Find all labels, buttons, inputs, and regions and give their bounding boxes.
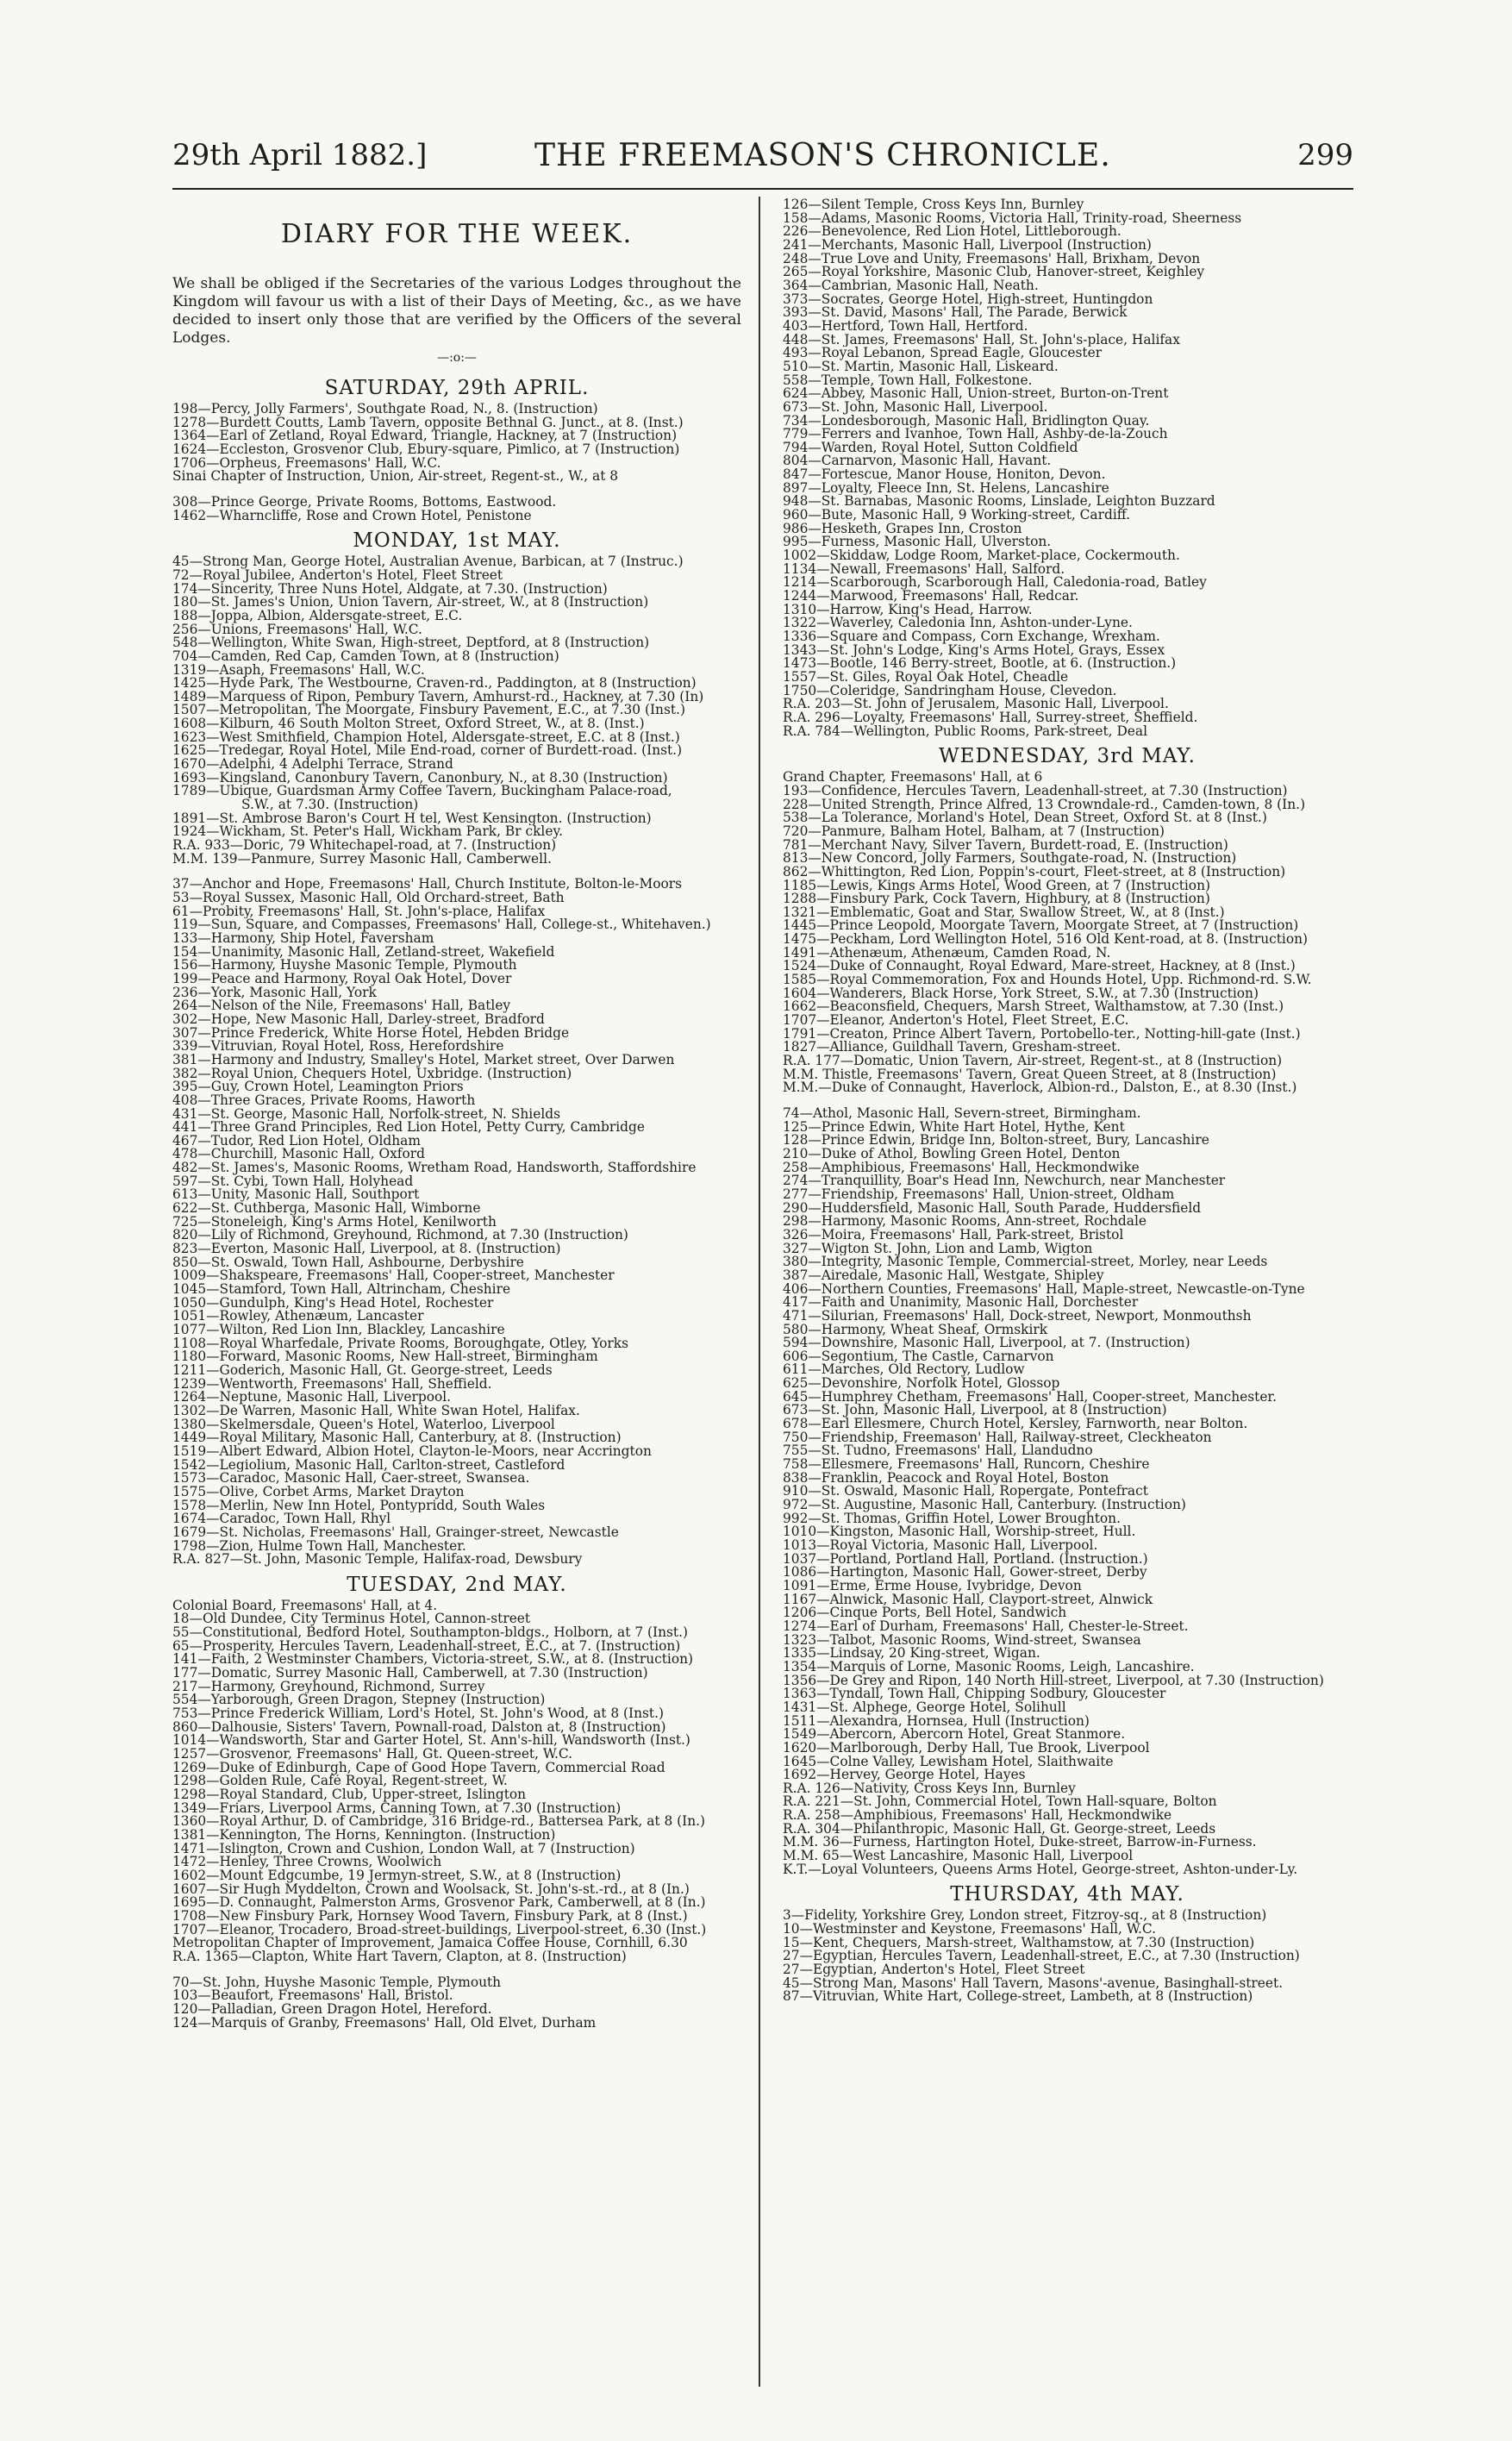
listing-line: 1798—Zion, Hulme Town Hall, Manchester. bbox=[172, 1539, 466, 1554]
listing-line: 70—St. John, Huyshe Masonic Temple, Plymouth bbox=[172, 1975, 502, 1990]
day-heading: WEDNESDAY, 3rd MAY. bbox=[939, 745, 1196, 768]
listing-line: 1827—Alliance, Guildhall Tavern, Gresham-street. bbox=[783, 1041, 1122, 1055]
listing-line: 264—Nelson of the Nile, Freemasons' Hall, Batley bbox=[172, 999, 511, 1013]
listing-line: 1381—Kennington, The Horns, Kennington. (Instruction) bbox=[172, 1828, 556, 1843]
listing-line: 53—Royal Sussex, Masonic Hall, Old Orchard-street, Bath bbox=[172, 892, 565, 905]
listing-line: 1323—Talbot, Masonic Rooms, Wind-street, Swansea bbox=[783, 1633, 1141, 1648]
listing-line: 1891—St. Ambrose Baron's Court H tel, West Kensington. (Instruction) bbox=[172, 811, 652, 826]
listing-line: R.A. 177—Domatic, Union Tavern, Air-street, Regent-st., at 8 (Instruction) bbox=[783, 1055, 1283, 1068]
listing-line: 613—Unity, Masonic Hall, Southport bbox=[172, 1188, 420, 1203]
header-rule bbox=[172, 188, 1353, 190]
listing-line: 1211—Goderich, Masonic Hall, Gt. George-street, Leeds bbox=[172, 1363, 553, 1378]
listing-line: 406—Northern Counties, Freemasons' Hall, Maple-street, Newcastle-on-Tyne bbox=[783, 1282, 1305, 1297]
listing-line: 387—Airedale, Masonic Hall, Westgate, Shipley bbox=[783, 1268, 1104, 1283]
listing-line: 1302—De Warren, Masonic Hall, White Swan Hotel, Halifax. bbox=[172, 1404, 580, 1418]
listing-line: 625—Devonshire, Norfolk Hotel, Glossop bbox=[783, 1377, 1060, 1391]
listing-line: 794—Warden, Royal Hotel, Sutton Coldfield bbox=[783, 441, 1078, 455]
listing-line: 558—Temple, Town Hall, Folkestone. bbox=[783, 373, 1033, 388]
listing-line: 103—Beaufort, Freemasons' Hall, Bristol. bbox=[172, 1989, 453, 2003]
listing-line: 364—Cambrian, Masonic Hall, Neath. bbox=[783, 279, 1039, 293]
listing-line: 1288—Finsbury Park, Cock Tavern, Highbury, at 8 (Instruction) bbox=[783, 892, 1210, 906]
listing-line: 1010—Kingston, Masonic Hall, Worship-street, Hull. bbox=[783, 1525, 1136, 1539]
day-heading: SATURDAY, 29th APRIL. bbox=[324, 377, 590, 399]
listing-line: 948—St. Barnabas, Masonic Rooms, Linslade, Leighton Buzzard bbox=[783, 495, 1215, 510]
listing-line: 431—St. George, Masonic Hall, Norfolk-street, N. Shields bbox=[172, 1107, 561, 1122]
listing-line: 1624—Eccleston, Grosvenor Club, Ebury-square, Pimlico, at 7 (Instruction) bbox=[172, 442, 680, 457]
listing-line: 1670—Adelphi, 4 Adelphi Terrace, Strand bbox=[172, 758, 453, 772]
listing-line: 1310—Harrow, King's Head, Harrow. bbox=[783, 603, 1033, 617]
left-column bbox=[172, 198, 741, 2030]
listing-line: 156—Harmony, Huyshe Masonic Temple, Plymouth bbox=[172, 959, 517, 973]
listing-line: 1489—Marquess of Ripon, Pembury Tavern, Amhurst-rd., Hackney, at 7.30 (In) bbox=[172, 690, 704, 704]
listing-line: 226—Benevolence, Red Lion Hotel, Littleborough. bbox=[783, 225, 1122, 239]
listing-line: 27—Egyptian, Hercules Tavern, Leadenhall-street, E.C., at 7.30 (Instruction) bbox=[783, 1950, 1300, 1964]
listing-line: 804—Carnarvon, Masonic Hall, Havant. bbox=[783, 454, 1052, 469]
listing-line: 1364—Earl of Zetland, Royal Edward, Triangle, Hackney, at 7 (Instruction) bbox=[172, 429, 678, 443]
listing-line: 1108—Royal Wharfedale, Private Rooms, Boroughgate, Otley, Yorks bbox=[172, 1336, 629, 1351]
section-gap bbox=[172, 1964, 741, 1976]
listing-line: 1014—Wandsworth, Star and Garter Hotel, St. Ann's-hill, Wandsworth (Inst.) bbox=[172, 1734, 690, 1749]
publication-title: THE FREEMASON'S CHRONICLE. bbox=[534, 138, 1111, 173]
listing-line: M.M. Thistle, Freemasons' Tavern, Great Queen Street, at 8 (Instruction) bbox=[783, 1067, 1277, 1082]
listing-line: 15—Kent, Chequers, Marsh-street, Walthamstow, at 7.30 (Instruction) bbox=[783, 1936, 1255, 1950]
listing-line: 1695—D. Connaught, Palmerston Arms, Grosvenor Park, Camberwell, at 8 (In.) bbox=[172, 1896, 706, 1910]
page-header bbox=[172, 138, 1353, 181]
listing-line: 1924—Wickham, St. Peter's Hall, Wickham Park, Br ckley. bbox=[172, 825, 563, 840]
listing-line: 1086—Hartington, Masonic Hall, Gower-street, Derby bbox=[783, 1566, 1147, 1580]
listing-line: 373—Socrates, George Hotel, High-street, Huntingdon bbox=[783, 292, 1153, 307]
listing-line: 1045—Stamford, Town Hall, Altrincham, Cheshire bbox=[172, 1283, 511, 1297]
listing-line: 1585—Royal Commemoration, Fox and Hounds Hotel, Upp. Richmond-rd. S.W. bbox=[783, 973, 1312, 987]
listing-line: 1257—Grosvenor, Freemasons' Hall, Gt. Queen-street, W.C. bbox=[172, 1748, 573, 1762]
day-heading: MONDAY, 1st MAY. bbox=[353, 529, 561, 553]
listing-line: 1607—Sir Hugh Myddelton, Crown and Woolsack, St. John's-st.-rd., at 8 (In.) bbox=[172, 1882, 690, 1897]
listing-line: 755—St. Tudno, Freemasons' Hall, Llandudno bbox=[783, 1444, 1093, 1459]
listing-line: 126—Silent Temple, Cross Keys Inn, Burnley bbox=[783, 198, 1084, 212]
listing-line: 326—Moira, Freemasons' Hall, Park-street, Bristol bbox=[783, 1228, 1124, 1242]
listing-line: 1363—Tyndall, Town Hall, Chipping Sodbury, Gloucester bbox=[783, 1687, 1166, 1701]
listing-line: 1475—Peckham, Lord Wellington Hotel, 516 Old Kent-road, at 8. (Instruction) bbox=[783, 933, 1309, 947]
listing-line: 734—Londesborough, Masonic Hall, Bridlington Quay. bbox=[783, 414, 1150, 429]
listing-line: K.T.—Loyal Volunteers, Queens Arms Hotel, George-street, Ashton-under-Ly. bbox=[783, 1862, 1298, 1877]
listing-line: 198—Percy, Jolly Farmers', Southgate Road, N., 8. (Instruction) bbox=[172, 403, 598, 416]
listing-line: 327—Wigton St. John, Lion and Lamb, Wigton bbox=[783, 1242, 1093, 1256]
listing-line: 177—Domatic, Surrey Masonic Hall, Camberwell, at 7.30 (Instruction) bbox=[172, 1667, 648, 1681]
listing-line: 1578—Merlin, New Inn Hotel, Pontypridd, South Wales bbox=[172, 1499, 546, 1513]
listing-line: 441—Three Grand Principles, Red Lion Hotel, Petty Curry, Cambridge bbox=[172, 1121, 645, 1135]
listing-line: 1674—Caradoc, Town Hall, Rhyl bbox=[172, 1512, 391, 1526]
listing-line: 417—Faith and Unanimity, Masonic Hall, Dorchester bbox=[783, 1296, 1139, 1310]
listing-line: 897—Loyalty, Fleece Inn, St. Helens, Lancashire bbox=[783, 481, 1109, 496]
listing-line: 645—Humphrey Chetham, Freemasons' Hall, Cooper-street, Manchester. bbox=[783, 1390, 1277, 1405]
listing-line: 1335—Lindsay, 20 King-street, Wigan. bbox=[783, 1647, 1040, 1661]
listing-line: 1623—West Smithfield, Champion Hotel, Aldersgate-street, E.C. at 8 (Inst.) bbox=[172, 730, 680, 745]
listing-line: R.A. 827—St. John, Masonic Temple, Halifax-road, Dewsbury bbox=[172, 1553, 583, 1567]
listing-line: 18—Old Dundee, City Terminus Hotel, Cannon-street bbox=[172, 1612, 531, 1627]
listing-line: 1679—St. Nicholas, Freemasons' Hall, Grainger-street, Newcastle bbox=[172, 1525, 619, 1540]
listing-line: 265—Royal Yorkshire, Masonic Club, Hanover-street, Keighley bbox=[783, 266, 1205, 279]
listing-line: 720—Panmure, Balham Hotel, Balham, at 7 (Instruction) bbox=[783, 824, 1165, 839]
listing-line: R.A. 258—Amphibious, Freemasons' Hall, Heckmondwike bbox=[783, 1809, 1172, 1823]
listing-line: 87—Vitruvian, White Hart, College-street, Lambeth, at 8 (Instruction) bbox=[783, 1990, 1253, 2004]
listing-line: 1573—Caradoc, Masonic Hall, Caer-street, Swansea. bbox=[172, 1472, 530, 1486]
listing-line: 1445—Prince Leopold, Moorgate Tavern, Moorgate Street, at 7 (Instruction) bbox=[783, 919, 1299, 934]
listing-line: 141—Faith, 2 Westminster Chambers, Victoria-street, S.W., at 8. (Instruction) bbox=[172, 1653, 694, 1668]
page-number: 299 bbox=[1297, 138, 1353, 172]
listing-line: 128—Prince Edwin, Bridge Inn, Bolton-street, Bury, Lancashire bbox=[783, 1134, 1209, 1148]
listing-line: 1009—Shakspeare, Freemasons' Hall, Cooper-street, Manchester bbox=[172, 1269, 615, 1284]
listing-line: 72—Royal Jubilee, Anderton's Hotel, Fleet Street bbox=[172, 568, 503, 583]
listing-line: 307—Prince Frederick, White Horse Hotel, Hebden Bridge bbox=[172, 1026, 570, 1041]
listing-line: 823—Everton, Masonic Hall, Liverpool, at 8. (Instruction) bbox=[172, 1242, 561, 1256]
listing-line: 1625—Tredegar, Royal Hotel, Mile End-road, corner of Burdett-road. (Inst.) bbox=[172, 744, 683, 759]
listing-line: 611—Marches, Old Rectory, Ludlow bbox=[783, 1363, 1025, 1378]
listing-line: 862—Whittington, Red Lion, Poppin's-court, Fleet-street, at 8 (Instruction) bbox=[783, 865, 1286, 879]
column-divider bbox=[759, 197, 760, 2387]
listing-line: 753—Prince Frederick William, Lord's Hotel, St. John's Wood, at 8 (Inst.) bbox=[172, 1707, 665, 1721]
listing-line: M.M. 65—West Lancashire, Masonic Hall, Liverpool bbox=[783, 1850, 1134, 1863]
listing-line: 1692—Hervey, George Hotel, Hayes bbox=[783, 1768, 1026, 1782]
listing-line: 448—St. James, Freemasons' Hall, St. John's-place, Halifax bbox=[783, 333, 1180, 347]
listing-line: 1507—Metropolitan, The Moorgate, Finsbury Pavement, E.C., at 7.30 (Inst.) bbox=[172, 704, 685, 718]
listing-line: R.A. 296—Loyalty, Freemasons' Hall, Surrey-street, Sheffield. bbox=[783, 710, 1198, 725]
listing-line: 1051—Rowley, Athenæum, Lancaster bbox=[172, 1310, 424, 1324]
listing-line: Grand Chapter, Freemasons' Hall, at 6 bbox=[783, 771, 1043, 785]
listing-line: 248—True Love and Unity, Freemasons' Hall, Brixham, Devon bbox=[783, 252, 1201, 266]
listing-line: 3—Fidelity, Yorkshire Grey, London street, Fitzroy-sq., at 8 (Instruction) bbox=[783, 1909, 1267, 1924]
listing-line: 74—Athol, Masonic Hall, Severn-street, Birmingham. bbox=[783, 1107, 1141, 1121]
listing-line: 1524—Duke of Connaught, Royal Edward, Mare-street, Hackney, at 8 (Inst.) bbox=[783, 960, 1296, 974]
listing-line: R.A. 784—Wellington, Public Rooms, Park-street, Deal bbox=[783, 724, 1147, 739]
listing-line: 1471—Islington, Crown and Cushion, London Wall, at 7 (Instruction) bbox=[172, 1842, 635, 1856]
listing-line: 188—Joppa, Albion, Aldersgate-street, E.C. bbox=[172, 609, 463, 623]
listing-line: 960—Bute, Masonic Hall, 9 Working-street, Cardiff. bbox=[783, 509, 1131, 523]
listing-line: 277—Friendship, Freemasons' Hall, Union-street, Oldham bbox=[783, 1187, 1175, 1202]
section-gap bbox=[172, 866, 741, 878]
listing-line: 1519—Albert Edward, Albion Hotel, Clayton-le-Moors, near Accrington bbox=[172, 1444, 652, 1459]
listing-line: 403—Hertford, Town Hall, Hertford. bbox=[783, 319, 1028, 334]
listing-line: 1264—Neptune, Masonic Hall, Liverpool. bbox=[172, 1391, 452, 1405]
right-column bbox=[783, 198, 1352, 2004]
day-heading: TUESDAY, 2nd MAY. bbox=[347, 1573, 567, 1596]
listing-line: 1356—De Grey and Ripon, 140 North Hill-street, Liverpool, at 7.30 (Instruction) bbox=[783, 1674, 1324, 1688]
listing-line: M.M.—Duke of Connaught, Haverlock, Albion-rd., Dalston, E., at 8.30 (Inst.) bbox=[783, 1081, 1297, 1095]
listing-line: 1180—Forward, Masonic Rooms, New Hall-street, Birmingham bbox=[172, 1350, 598, 1364]
listing-line: 45—Strong Man, Masons' Hall Tavern, Masons'-avenue, Basinghall-street. bbox=[783, 1976, 1284, 1991]
listing-line: 597—St. Cybi, Town Hall, Holyhead bbox=[172, 1174, 414, 1189]
listing-line: 125—Prince Edwin, White Hart Hotel, Hythe, Kent bbox=[783, 1120, 1125, 1135]
listing-line: 678—Earl Ellesmere, Church Hotel, Kersley, Farnworth, near Bolton. bbox=[783, 1418, 1248, 1431]
listing-line: 1077—Wilton, Red Lion Inn, Blackley, Lancashire bbox=[172, 1324, 505, 1337]
listing-line: 673—St. John, Masonic Hall, Liverpool, at 8 (Instruction) bbox=[783, 1404, 1167, 1418]
listing-line: 1349—Friars, Liverpool Arms, Canning Town, at 7.30 (Instruction) bbox=[172, 1801, 622, 1816]
listing-line: 781—Merchant Navy, Silver Tavern, Burdett-road, E. (Instruction) bbox=[783, 838, 1228, 853]
listing-line: 986—Hesketh, Grapes Inn, Croston bbox=[783, 522, 1022, 536]
listing-line: 1750—Coleridge, Sandringham House, Clevedon. bbox=[783, 684, 1117, 698]
listing-line: 594—Downshire, Masonic Hall, Liverpool, at 7. (Instruction) bbox=[783, 1336, 1190, 1350]
listing-line: 37—Anchor and Hope, Freemasons' Hall, Church Institute, Bolton-le-Moors bbox=[172, 878, 683, 892]
listing-line: 193—Confidence, Hercules Tavern, Leadenhall-street, at 7.30 (Instruction) bbox=[783, 784, 1288, 798]
listing-line: 393—St. David, Masons' Hall, The Parade, Berwick bbox=[783, 306, 1128, 320]
listing-line: 408—Three Graces, Private Rooms, Haworth bbox=[172, 1093, 476, 1108]
listing-line: 124—Marquis of Granby, Freemasons' Hall, Old Elvet, Durham bbox=[172, 2016, 597, 2031]
listing-line: 1167—Alnwick, Masonic Hall, Clayport-street, Alnwick bbox=[783, 1593, 1153, 1607]
listing-line: 554—Yarborough, Green Dragon, Stepney (Instruction) bbox=[172, 1693, 546, 1708]
listing-line: 339—Vitruvian, Royal Hotel, Ross, Herefordshire bbox=[172, 1040, 504, 1054]
listing-line: 1549—Abercorn, Abercorn Hotel, Great Stanmore. bbox=[783, 1728, 1126, 1742]
listing-line: R.A. 221—St. John, Commercial Hotel, Town Hall-square, Bolton bbox=[783, 1795, 1217, 1810]
listing-line: 1608—Kilburn, 46 South Molton Street, Oxford Street, W., at 8. (Inst.) bbox=[172, 717, 645, 731]
listing-line: 382—Royal Union, Chequers Hotel, Uxbridge. (Instruction) bbox=[172, 1067, 572, 1081]
listing-line: 1425—Hyde Park, The Westbourne, Craven-rd., Paddington, at 8 (Instruction) bbox=[172, 677, 697, 691]
listing-line: 1343—St. John's Lodge, King's Arms Hotel, Grays, Essex bbox=[783, 643, 1165, 658]
listing-line: M.M. 36—Furness, Hartington Hotel, Duke-street, Barrow-in-Furness. bbox=[783, 1836, 1257, 1850]
listing-line: 510—St. Martin, Masonic Hall, Liskeard. bbox=[783, 360, 1059, 374]
listing-line: 1789—Ubique, Guardsman Army Coffee Tavern, Buckingham Palace-road, bbox=[172, 785, 672, 799]
listing-line: 119—Sun, Square, and Compasses, Freemasons' Hall, College-st., Whitehaven.) bbox=[172, 918, 711, 932]
section-gap bbox=[172, 484, 741, 496]
listing-line: 860—Dalhousie, Sisters' Tavern, Pownall-road, Dalston at, 8 (Instruction) bbox=[172, 1720, 666, 1735]
listing-line: 624—Abbey, Masonic Hall, Union-street, Burton-on-Trent bbox=[783, 387, 1169, 401]
listing-line: 120—Palladian, Green Dragon Hotel, Hereford. bbox=[172, 2002, 492, 2017]
listing-line: 1707—Eleanor, Trocadero, Broad-street-buildings, Liverpool-street, 6.30 (Inst.) bbox=[172, 1923, 707, 1937]
listing-line: 1708—New Finsbury Park, Hornsey Wood Tavern, Finsbury Park, at 8 (Inst.) bbox=[172, 1909, 688, 1924]
listing-line: R.A. 126—Nativity, Cross Keys Inn, Burnley bbox=[783, 1781, 1076, 1796]
listing-line: 779—Ferrers and Ivanhoe, Town Hall, Ashby-de-la-Zouch bbox=[783, 428, 1168, 441]
listing-line: 1449—Royal Military, Masonic Hall, Canterbury, at 8. (Instruction) bbox=[172, 1431, 622, 1445]
listing-line: 199—Peace and Harmony, Royal Oak Hotel, Dover bbox=[172, 972, 512, 986]
listing-line: 606—Segontium, The Castle, Carnarvon bbox=[783, 1349, 1054, 1364]
listing-line: 1462—Wharncliffe, Rose and Crown Hotel, Penistone bbox=[172, 509, 532, 523]
listing-line: 274—Tranquillity, Boar's Head Inn, Newchurch, near Manchester bbox=[783, 1174, 1226, 1188]
listing-line: 1791—Creaton, Prince Albert Tavern, Portobello-ter., Notting-hill-gate (Inst.) bbox=[783, 1027, 1301, 1042]
listing-line: 1662—Beaconsfield, Chequers, Marsh Street, Walthamstow, at 7.30 (Inst.) bbox=[783, 1000, 1284, 1015]
listing-line: 308—Prince George, Private Rooms, Bottoms, Eastwood. bbox=[172, 495, 557, 510]
listing-line: 241—Merchants, Masonic Hall, Liverpool (Instruction) bbox=[783, 238, 1152, 253]
listing-line: M.M. 139—Panmure, Surrey Masonic Hall, Camberwell. bbox=[172, 852, 552, 867]
listing-line: 1431—St. Alphege, George Hotel, Solihull bbox=[783, 1700, 1066, 1715]
listing-line: 838—Franklin, Peacock and Royal Hotel, Boston bbox=[783, 1471, 1109, 1486]
listing-line: 381—Harmony and Industry, Smalley's Hotel, Market street, Over Darwen bbox=[172, 1053, 675, 1067]
listing-line: 820—Lily of Richmond, Greyhound, Richmond, at 7.30 (Instruction) bbox=[172, 1229, 628, 1243]
listing-line: 236—York, Masonic Hall, York bbox=[172, 986, 377, 1000]
separator: —:o:— bbox=[437, 351, 477, 365]
listing-line: 1511—Alexandra, Hornsea, Hull (Instruction) bbox=[783, 1714, 1090, 1729]
listing-line: Sinai Chapter of Instruction, Union, Air-street, Regent-st., W., at 8 bbox=[172, 470, 619, 484]
listing-line: 847—Fortescue, Manor House, Honiton, Devon. bbox=[783, 468, 1106, 482]
listing-line: 493—Royal Lebanon, Spread Eagle, Gloucester bbox=[783, 347, 1103, 360]
listing-line: 1278—Burdett Coutts, Lamb Tavern, opposite Bethnal G. Junct., at 8. (Inst.) bbox=[172, 416, 684, 430]
listing-line: 1542—Legiolium, Masonic Hall, Carlton-street, Castleford bbox=[172, 1458, 565, 1473]
listing-line: 258—Amphibious, Freemasons' Hall, Heckmondwike bbox=[783, 1161, 1140, 1175]
listing-line: 180—St. James's Union, Union Tavern, Air-street, W., at 8 (Instruction) bbox=[172, 596, 649, 610]
listing-line: 27—Egyptian, Anderton's Hotel, Fleet Street bbox=[783, 1963, 1085, 1977]
listing-line: 1322—Waverley, Caledonia Inn, Ashton-under-Lyne. bbox=[783, 617, 1133, 630]
listing-line: 158—Adams, Masonic Rooms, Victoria Hall, Trinity-road, Sheerness bbox=[783, 211, 1242, 226]
listing-line: 395—Guy, Crown Hotel, Leamington Priors bbox=[172, 1080, 464, 1094]
listing-line: 210—Duke of Athol, Bowling Green Hotel, Denton bbox=[783, 1147, 1121, 1161]
listing-line: 45—Strong Man, George Hotel, Australian Avenue, Barbican, at 7 (Instruc.) bbox=[172, 555, 684, 569]
listing-line: 174—Sincerity, Three Nuns Hotel, Aldgate, at 7.30. (Instruction) bbox=[172, 582, 608, 597]
listing-line: 1185—Lewis, Kings Arms Hotel, Wood Green, at 7 (Instruction) bbox=[783, 879, 1210, 893]
listing-line: R.A. 203—St. John of Jerusalem, Masonic Hall, Liverpool. bbox=[783, 698, 1169, 711]
listing-line: 992—St. Thomas, Griffin Hotel, Lower Broughton. bbox=[783, 1512, 1121, 1526]
listing-line: R.A. 304—Philanthropic, Masonic Hall, Gt. George-street, Leeds bbox=[783, 1822, 1216, 1837]
listing-line: 478—Churchill, Masonic Hall, Oxford bbox=[172, 1148, 425, 1162]
listing-line: 758—Ellesmere, Freemasons' Hall, Runcorn, Cheshire bbox=[783, 1458, 1150, 1472]
listing-line: 1491—Athenæum, Athenæum, Camden Road, N. bbox=[783, 946, 1111, 961]
listing-line: 1037—Portland, Portland Hall, Portland. (Instruction.) bbox=[783, 1552, 1148, 1567]
listing-line: 1620—Marlborough, Derby Hall, Tue Brook, Liverpool bbox=[783, 1741, 1150, 1756]
listing-line: 1557—St. Giles, Royal Oak Hotel, Cheadle bbox=[783, 670, 1069, 685]
listing-line: R.A. 933—Doric, 79 Whitechapel-road, at 7. (Instruction) bbox=[172, 839, 557, 853]
listing-line: 471—Silurian, Freemasons' Hall, Dock-street, Newport, Monmouthsh bbox=[783, 1309, 1252, 1324]
listing-line: 1091—Erme, Erme House, Ivybridge, Devon bbox=[783, 1579, 1082, 1593]
listing-line: 1214—Scarborough, Scarborough Hall, Caledonia-road, Batley bbox=[783, 576, 1207, 591]
listing-line: 1239—Wentworth, Freemasons' Hall, Sheffield. bbox=[172, 1377, 492, 1392]
listing-line: 850—St. Oswald, Town Hall, Ashbourne, Derbyshire bbox=[172, 1255, 524, 1270]
listing-line: 1321—Emblematic, Goat and Star, Swallow Street, W., at 8 (Inst.) bbox=[783, 905, 1225, 920]
listing-line: 750—Friendship, Freemason' Hall, Railway-street, Cleckheaton bbox=[783, 1430, 1212, 1445]
listing-line: 1206—Cinque Ports, Bell Hotel, Sandwich bbox=[783, 1606, 1067, 1620]
listing-line: 1693—Kingsland, Canonbury Tavern, Canonbury, N., at 8.30 (Instruction) bbox=[172, 771, 668, 786]
listing-line: 673—St. John, Masonic Hall, Liverpool. bbox=[783, 400, 1048, 415]
listing-line: 725—Stoneleigh, King's Arms Hotel, Kenilworth bbox=[172, 1215, 497, 1230]
listing-line: 61—Probity, Freemasons' Hall, St. John's-place, Halifax bbox=[172, 904, 546, 919]
listing-line: 622—St. Cuthberga, Masonic Hall, Wimborne bbox=[172, 1202, 481, 1216]
listing-line: 1645—Colne Valley, Lewisham Hotel, Slaithwaite bbox=[783, 1755, 1114, 1769]
article-title: DIARY FOR THE WEEK. bbox=[280, 219, 634, 249]
listing-line: 1319—Asaph, Freemasons' Hall, W.C. bbox=[172, 663, 425, 678]
listing-line: 1274—Earl of Durham, Freemasons' Hall, Chester-le-Street. bbox=[783, 1619, 1189, 1634]
listing-line: 133—Harmony, Ship Hotel, Faversham bbox=[172, 931, 434, 946]
listing-line: 290—Huddersfield, Masonic Hall, South Parade, Huddersfield bbox=[783, 1201, 1202, 1216]
listing-line: 1354—Marquis of Lorne, Masonic Rooms, Leigh, Lancashire. bbox=[783, 1660, 1195, 1674]
listing-line: 580—Harmony, Wheat Sheaf, Ormskirk bbox=[783, 1323, 1048, 1337]
listing-line: 65—Prosperity, Hercules Tavern, Leadenhall-street, E.C., at 7. (Instruction) bbox=[172, 1639, 681, 1654]
listing-line: 1575—Olive, Corbet Arms, Market Drayton bbox=[172, 1485, 465, 1499]
listing-line: 154—Unanimity, Masonic Hall, Zetland-street, Wakefield bbox=[172, 945, 555, 960]
day-heading: THURSDAY, 4th MAY. bbox=[950, 1883, 1184, 1906]
listing-line: 55—Constitutional, Bedford Hotel, Southampton-bldgs., Holborn, at 7 (Inst.) bbox=[172, 1626, 688, 1640]
listing-line: 1298—Golden Rule, Café Royal, Regent-street, W. bbox=[172, 1774, 508, 1788]
listing-line: 302—Hope, New Masonic Hall, Darley-street, Bradford bbox=[172, 1012, 545, 1027]
section-gap bbox=[783, 1095, 1352, 1107]
listing-line: R.A. 1365—Clapton, White Hart Tavern, Clapton, at 8. (Instruction) bbox=[172, 1950, 627, 1964]
listing-line: 298—Harmony, Masonic Rooms, Ann-street, Rochdale bbox=[783, 1215, 1146, 1229]
listing-line: 1604—Wanderers, Black Horse, York Street, S.W., at 7.30 (Instruction) bbox=[783, 986, 1259, 1001]
listing-line: 1602—Mount Edgcumbe, 19 Jermyn-street, S.W., at 8 (Instruction) bbox=[172, 1868, 622, 1883]
listing-line: 228—United Strength, Prince Alfred, 13 Crowndale-rd., Camden-town, 8 (In.) bbox=[783, 798, 1306, 812]
listing-line: 467—Tudor, Red Lion Hotel, Oldham bbox=[172, 1134, 421, 1149]
listing-line: 1706—Orpheus, Freemasons' Hall, W.C. bbox=[172, 456, 441, 471]
listing-line: S.W., at 7.30. (Instruction) bbox=[241, 798, 419, 812]
listing-line: 1050—Gundulph, King's Head Hotel, Rochester bbox=[172, 1296, 494, 1311]
listing-line: Colonial Board, Freemasons' Hall, at 4. bbox=[172, 1599, 438, 1613]
listing-line: 256—Unions, Freemasons' Hall, W.C. bbox=[172, 623, 422, 637]
listing-line: 482—St. James's, Masonic Rooms, Wretham Road, Handsworth, Staffordshire bbox=[172, 1161, 697, 1175]
listing-line: 1473—Bootle, 146 Berry-street, Bootle, at 6. (Instruction.) bbox=[783, 657, 1177, 671]
listing-line: 1134—Newall, Freemasons' Hall, Salford. bbox=[783, 562, 1065, 577]
listing-line: 1298—Royal Standard, Club, Upper-street, Islington bbox=[172, 1788, 527, 1802]
listing-line: 1360—Royal Arthur, D. of Cambridge, 316 Bridge-rd., Battersea Park, at 8 (In.) bbox=[172, 1815, 706, 1829]
listing-line: 538—La Tolerance, Morland's Hotel, Dean Street, Oxford St. at 8 (Inst.) bbox=[783, 811, 1267, 825]
listing-line: 1472—Henley, Three Crowns, Woolwich bbox=[172, 1856, 442, 1869]
listing-line: 548—Wellington, White Swan, High-street, Deptford, at 8 (Instruction) bbox=[172, 636, 650, 650]
listing-line: 217—Harmony, Greyhound, Richmond, Surrey bbox=[172, 1680, 485, 1694]
listing-line: 10—Westminster and Keystone, Freemasons' Hall, W.C. bbox=[783, 1923, 1156, 1937]
listing-line: 1336—Square and Compass, Corn Exchange, Wrexham. bbox=[783, 630, 1160, 644]
issue-date: 29th April 1882.] bbox=[172, 138, 428, 172]
listing-line: 1002—Skiddaw, Lodge Room, Market-place, Cockermouth. bbox=[783, 549, 1180, 563]
listing-line: 972—St. Augustine, Masonic Hall, Canterbury. (Instruction) bbox=[783, 1499, 1186, 1512]
listing-line: 813—New Concord, Jolly Farmers, Southgate-road, N. (Instruction) bbox=[783, 852, 1237, 866]
listing-line: 1013—Royal Victoria, Masonic Hall, Liverpool. bbox=[783, 1539, 1098, 1553]
listing-line: 995—Furness, Masonic Hall, Ulverston. bbox=[783, 535, 1052, 550]
article-intro: We shall be obliged if the Secretaries of the various Lodges throughout the Kingdom will favour us with a list of their Days of Meeting, &c., as we have decided to insert only those that are verified by the Officers of the several Lodges. bbox=[172, 275, 741, 347]
listing-line: 1707—Eleanor, Anderton's Hotel, Fleet Street, E.C. bbox=[783, 1014, 1129, 1028]
listing-line: 1244—Marwood, Freemasons' Hall, Redcar. bbox=[783, 590, 1079, 604]
listing-line: 1380—Skelmersdale, Queen's Hotel, Waterloo, Liverpool bbox=[172, 1418, 555, 1432]
listing-line: 910—St. Oswald, Masonic Hall, Ropergate, Pontefract bbox=[783, 1485, 1148, 1499]
listing-line: 380—Integrity, Masonic Temple, Commercial-street, Morley, near Leeds bbox=[783, 1255, 1268, 1269]
listing-line: 1269—Duke of Edinburgh, Cape of Good Hope Tavern, Commercial Road bbox=[172, 1761, 665, 1775]
listing-line: 704—Camden, Red Cap, Camden Town, at 8 (Instruction) bbox=[172, 649, 559, 664]
listing-line: Metropolitan Chapter of Improvement, Jamaica Coffee House, Cornhill, 6.30 bbox=[172, 1937, 688, 1950]
